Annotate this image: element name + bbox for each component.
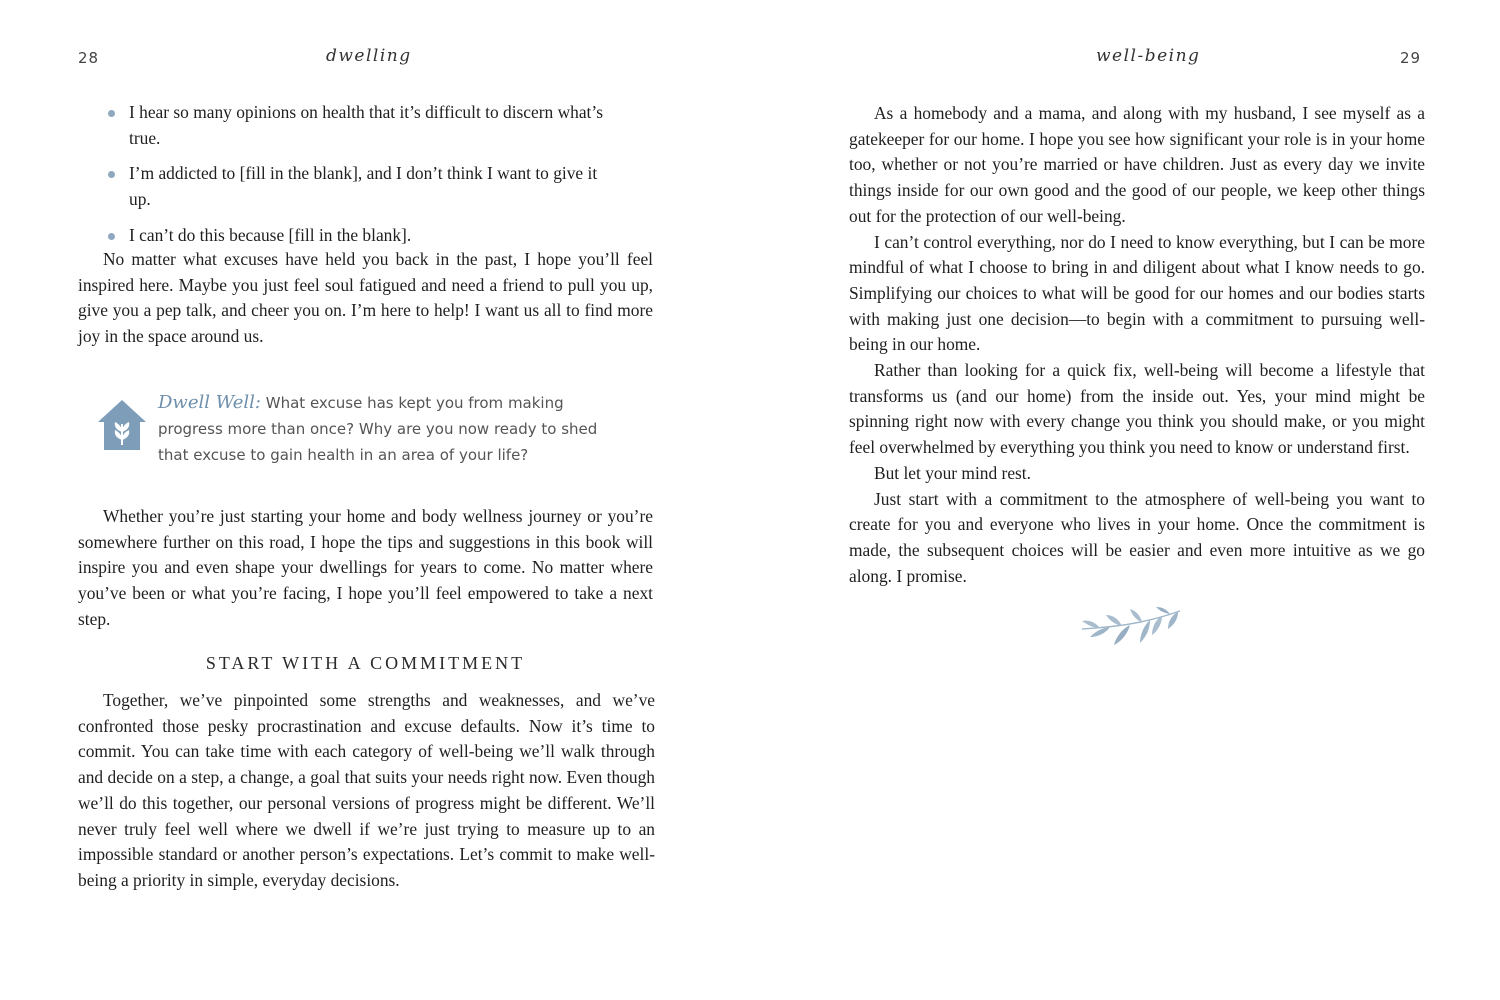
body-text [78,504,653,633]
bullet-text: I’m addicted to [fill in the blank], and I don’t think I want to give it up. [129,163,598,210]
section-heading: START WITH A COMMITMENT [205,653,526,673]
paragraph: Rather than looking for a quick fix, well-being will become a lifestyle that transforms us (and our home) from the inside out. Yes, your mind might be spinning right now with every change you think you should make, or you might feel overwhelmed by everything you think you need to know or understand first. [849,360,1425,458]
callout-text [158,390,618,468]
paragraph: Whether you’re just starting your home and body wellness journey or you’re somewhere further on this road, I hope the tips and suggestions in this book will inspire you and even shape your dwellings for years to come. No matter where you’ve been or what you’re facing, I hope you’ll feel empowered to take a next step. [78,506,653,629]
paragraph: As a homebody and a mama, and along with my husband, I see myself as a gatekeeper for our home. I hope you see how significant your role is in your home too, whether or not you’re married or have children. Just as every day we invite things inside for our own good and the good of our people, we keep other things out for the protection of our well-being. [849,103,1425,226]
dwell-well-callout [96,390,656,480]
list-item [100,100,620,151]
paragraph: I can’t control everything, nor do I need to know everything, but I can be more mindful of what I choose to bring in and diligent about what I know needs to go. Simplifying our choices to what will be good for our homes and our bodies starts with making just one decision—to begin with a commitment to pursuing well-being in our home. [849,231,1425,355]
bullet-text: I can’t do this because [fill in the blank]. [129,224,412,245]
callout-question: What excuse has kept you from making progress more than once? Why are you now ready to shed that excuse to gain health in an area of your life? [158,394,598,464]
callout-label: Dwell Well: [158,392,261,413]
house-sprout-icon [96,398,148,452]
body-text [849,101,1425,589]
paragraph: Together, we’ve pinpointed some strengths and weaknesses, and we’ve confronted those pesky procrastination and excuse defaults. Now it’s time to commit. You can take time with each category of well-being we’ll walk through and decide on a step, a change, a goal that suits your needs right now. Even though we’ll do this together, our personal versions of progress might be different. We’ll never truly feel well where we dwell if we’re just trying to measure up to an impossible standard or another person’s expectations. Let’s commit to make well-being a priority in simple, everyday decisions. [78,690,655,890]
paragraph: But let your mind rest. [874,462,1031,483]
bullet-icon [108,171,115,178]
page-number: 28 [78,49,100,67]
leaf-sprig-icon [1080,607,1184,651]
paragraph: Just start with a commitment to the atmosphere of well-being you want to create for you and everyone who lives in your home. Once the commitment is made, the subsequent choices will be easier and even more intuitive as we go along. I promise. [849,488,1425,586]
running-head: dwelling [326,46,412,66]
bullet-icon [108,233,115,240]
bullet-list [100,100,620,259]
page-number: 29 [1400,49,1422,67]
list-item [100,223,620,249]
body-text [78,688,655,894]
paragraph: No matter what excuses have held you back in the past, I hope you’ll feel inspired here. Maybe you just feel soul fatigued and need a friend to pull you up, give you a pep talk, and cheer you on. I’m here to help! I want us all to find more joy in the space around us. [78,249,653,347]
bullet-text: I hear so many opinions on health that it’s difficult to discern what’s true. [129,102,603,148]
bullet-icon [108,110,115,117]
running-head: well-being [1096,46,1201,66]
body-text [78,247,653,350]
list-item [100,161,620,212]
